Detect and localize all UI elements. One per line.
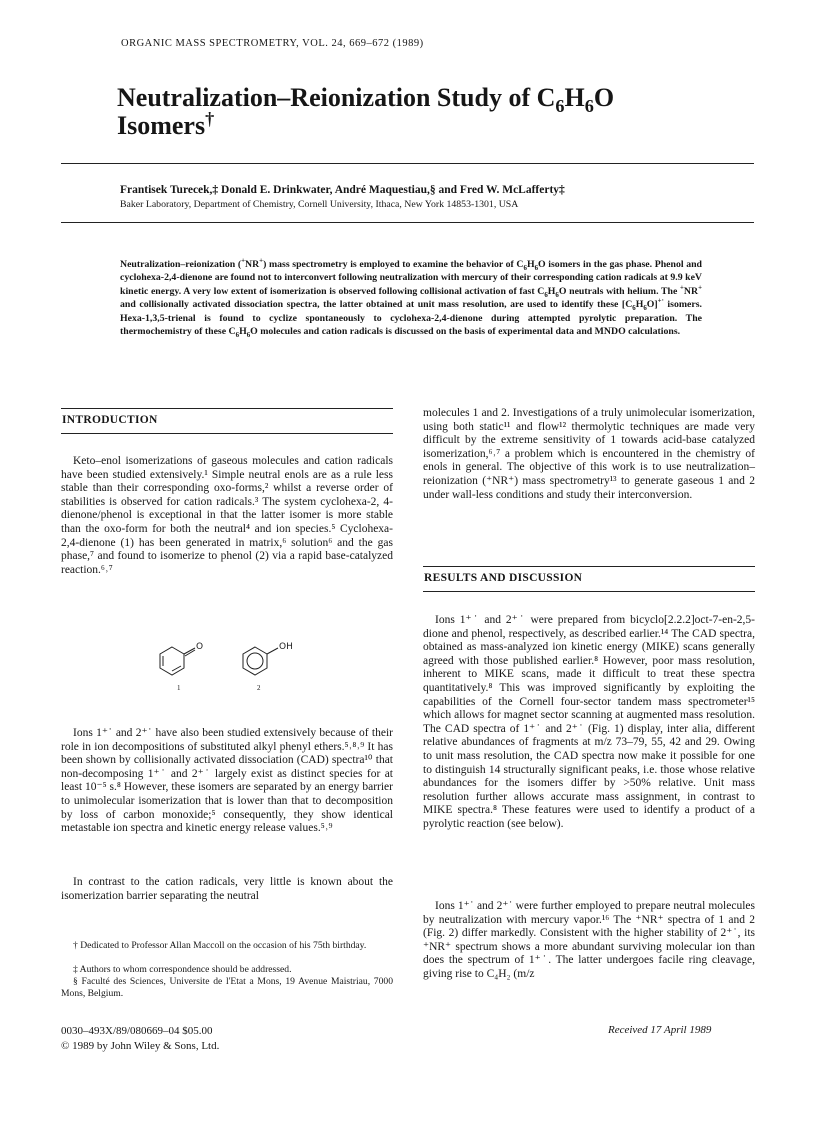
structure-label-1: 1 [177,684,181,692]
affiliation: Baker Laboratory, Department of Chemistry, Cornell University, Ithaca, New York 14853-1301, USA [120,199,519,210]
copyright-line: © 1989 by John Wiley & Sons, Ltd. [61,1039,220,1052]
footnote-dedication: † Dedicated to Professor Allan Maccoll on the occasion of his 75th birthday. [73,940,367,951]
article-title: Neutralization–Reionization Study of $C_6H_6O$ Isomers† [117,83,615,140]
journal-header: ORGANIC MASS SPECTROMETRY, VOL. 24, 669–672 (1989) [121,38,424,49]
intro-heading: INTRODUCTION [62,414,158,426]
structure-figure [158,637,308,687]
intro-rule-bottom [61,433,393,434]
results-paragraph-2: Ions 1⁺˙ and 2⁺˙ were further employed to prepare neutral molecules by neutralization with mercury vapor.¹⁶ The ⁺NR⁺ spectra of 1 and 2 (Fig. 2) differ markedly. Consistent with the higher stability of 2⁺˙, its ⁺NR⁺ spectrum shows a more abundant surviving molecular ion than does the spectrum of 1⁺˙. The latter undergoes facile ring cleavage, giving rise to C₄H₂ (m/z [423,900,755,980]
phenol-structure [243,647,278,675]
results-heading: RESULTS AND DISCUSSION [424,572,583,584]
author-list: Frantisek Turecek,‡ Donald E. Drinkwater, André Maquestiau,§ and Fred W. McLafferty‡ [120,184,565,196]
intro-rule-top [61,408,393,409]
footnote-correspondence: ‡ Authors to whom correspondence should be addressed. [73,964,292,975]
oxo-label: O [196,642,204,652]
issn-line: 0030–493X/89/080669–04 $05.00 [61,1025,213,1037]
abstract: Neutralization–reionization (+NR+) mass spectrometry is employed to examine the behavior of $C_6H_6O$ isomers in the gas phase. Phenol and cyclohexa-2,4-dienone are found not to interconvert following neutralization with mercury of their corresponding cation radicals at 9.9 keV kinetic energy. A very low extent of isomerization is observed following collisional activation of fast $C_6H_6O$ neutrals with helium. The +NR+ and collisionally activated dissociation spectra, the latter obtained at unit mass resolution, are used to identify these $[C_6H_6O]^{+\cdot}$ isomers. Hexa-1,3,5-trienal is found to cyclize spontaneously to cyclohexa-2,4-dienone during attempted pyrolytic preparation. The thermochemistry of these $C_6H_6O$ molecules and cation radicals is discussed on the basis of experimental data and MNDO calculations. [120,257,703,339]
intro-paragraph-3: In contrast to the cation radicals, very little is known about the isomerization barrier separating the neutral [61,876,393,902]
hydroxyl-label: OH [279,642,293,652]
intro-continuation: molecules 1 and 2. Investigations of a truly unimolecular isomerization, using both static¹¹ and flow¹² thermolytic techniques are made very difficult by the extreme sensitivity of 1 towards acid-base catalyzed isomerization,⁶˒⁷ a problem which is encountered in the chemistry of enols in general. The objective of this work is to use neutralization–reionization (⁺NR⁺) mass spectrometry¹³ to generate gaseous 1 and 2 under wall-less conditions and study their interconversion. [423,407,755,501]
footnote-affiliation: § Faculté des Sciences, Universite de l'Etat a Mons, 19 Avenue Maistriau, 7000 Mons, Belgium. [61,976,393,999]
structure-label-2: 2 [257,684,261,692]
issn-block [61,1024,219,1053]
author-rule [61,222,754,223]
cyclohexadienone-structure [160,647,195,675]
results-rule-bottom [423,591,755,592]
title-rule [61,163,754,164]
intro-paragraph-1: Keto–enol isomerizations of gaseous molecules and cation radicals have been studied extensively.¹ Simple neutral enols are as a rule less stable than their corresponding oxo-forms,² whilst a reverse order of stabilities is observed for cation radicals.³ The system cyclohexa-2, 4-dienone/phenol is exceptional in that the latter isomer is more stable than the oxo-form for both the neutral⁴ and ion species.⁵ Cyclohexa-2,4-dienone (1) has been generated in matrix,⁶ solution⁶ and the gas phase,⁷ and found to isomerize to phenol (2) via a rapid base-catalyzed reaction.⁶˒⁷ [61,455,393,576]
received-date: Received 17 April 1989 [608,1024,712,1036]
results-rule-top [423,566,755,567]
results-paragraph-1: Ions 1⁺˙ and 2⁺˙ were prepared from bicyclo[2.2.2]oct-7-en-2,5-dione and phenol, respectively, as described earlier.¹⁴ The CAD spectra, obtained as mass-analyzed ion kinetic energy (MIKE) scans generally agreed with those published earlier.⁸ However, poor mass resolution, inherent to MIKE scans, made it difficult to treat these spectra quantitatively.⁸ This was improved significantly by exploiting the capabilities of the Cornell four-sector tandem mass spectrometer¹⁵ which allows for magnet sector scanning at augmented mass resolution. The CAD spectra of 1⁺˙ and 2⁺˙ (Fig. 1) display, inter alia, different relative abundances of fragments at m/z 73–79, 55, 42 and 29. Owing to unit mass resolution, the CAD spectra now make it possible for one to distinguish 14 structurally significant peaks, i.e. those whose relative abundances for the isomers differ by >50% relative. Unit mass resolution further allows accurate mass assignment, in contrast to MIKE spectra.⁸ These features were used to identify a product of a pyrolytic reaction (see below). [423,614,755,830]
intro-paragraph-2: Ions 1⁺˙ and 2⁺˙ have also been studied extensively because of their role in ion decompositions of substituted alkyl phenyl ethers.⁵˒⁸˒⁹ It has been shown by collisionally activated dissociation (CAD) spectra¹⁰ that non-decomposing 1⁺˙ and 2⁺˙ largely exist as distinct species for at least 10⁻⁵ s.⁸ However, these isomers are separated by an energy barrier to unimolecular isomerization that is lower than that to decomposition by loss of carbon monoxide;⁵ consequently, they show identical metastable ion spectra and kinetic energy release values.⁵˒⁹ [61,727,393,835]
